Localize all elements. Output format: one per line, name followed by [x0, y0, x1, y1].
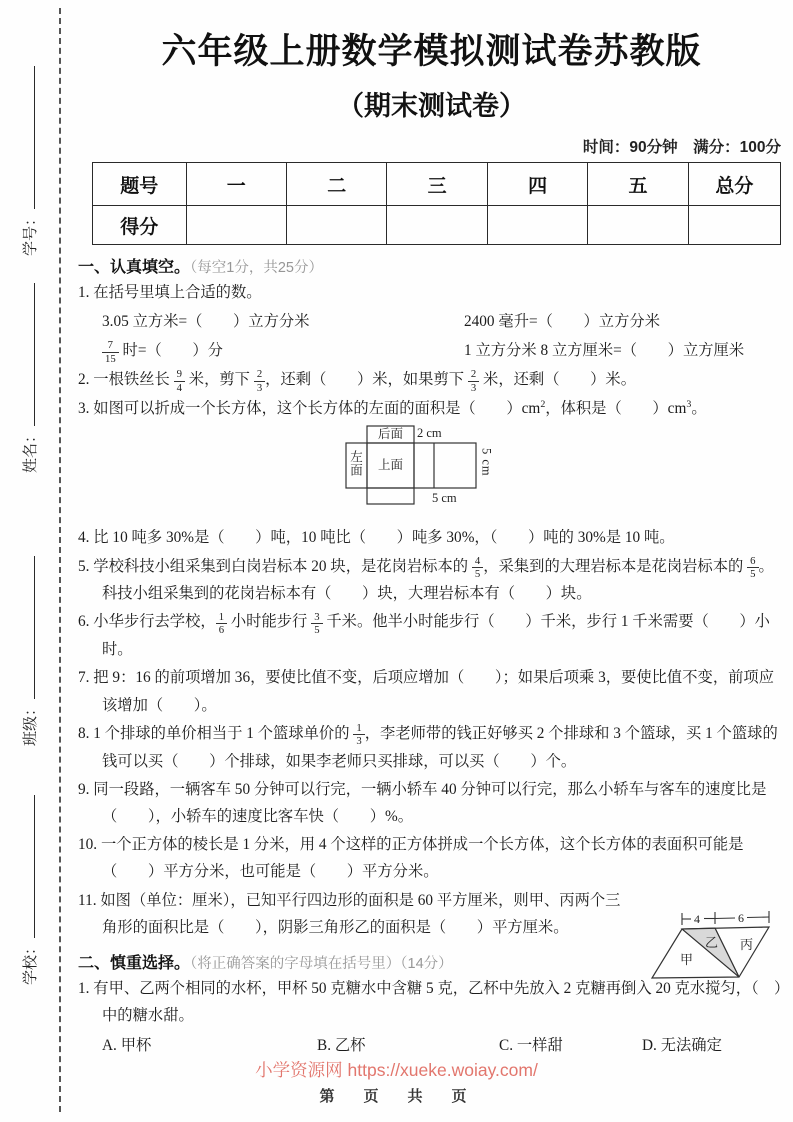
score-cell: [487, 206, 587, 245]
resource-site-link[interactable]: 小学资源网 https://xueke.woiay.com/: [255, 1060, 538, 1080]
score-header-1: 一: [186, 163, 286, 206]
net-back-face-label: 后面: [377, 427, 403, 442]
section1-heading: [78, 254, 785, 277]
fold-dashed-line: [59, 8, 61, 1112]
question-10: 10. 一个正方体的棱长是 1 分米，用 4 个这样的正方体拼成一个长方体，这个长方体的表面积可能是（ ）平方分米，也可能是（ ）平方分米。: [78, 836, 744, 881]
class-blank-line: [20, 556, 35, 699]
question-8: 8. 1 个排球的单价相当于 1 个篮球单价的 $\frac{1}{3}$ ，李老师带的钱正好够买 2 个排球和 3 个篮球，买 1 个篮球的钱可以买（ ）个排球，如果李老师只买排球，可以买（ ）个。: [78, 721, 778, 770]
net-top-face-label: 上面: [377, 458, 403, 473]
option-b: B. 乙杯: [317, 1036, 366, 1054]
question-11-block: [78, 887, 785, 973]
section2-question-1: 1. 有甲、乙两个相同的水杯，甲杯 50 克糖水中含糖 5 克，乙杯中先放入 2 克糖再倒入 20 克水搅匀，（ ）中的糖水甜。: [78, 980, 782, 1025]
name-field: [19, 283, 41, 473]
q1-blank-b1: $\frac{7}{15}$ 时=（ ）分: [102, 336, 464, 365]
student-id-label: 学号：: [23, 210, 39, 256]
score-header-4: 四: [487, 163, 587, 206]
option-d: D. 无法确定: [642, 1036, 722, 1054]
parallelogram-drawing: [647, 889, 779, 989]
name-label: 姓名：: [23, 427, 39, 473]
fraction: $\frac{1}{6}$: [216, 611, 227, 637]
question-11: 11. 如图（单位：厘米），已知平行四边形的面积是 60 平方厘米，则甲、丙两个三角形的面积比是（ ），阴影三角形乙的面积是（ ）平方厘米。: [78, 891, 621, 936]
section1-note: （每空1分，共25分）: [190, 260, 323, 276]
dim-4-label: 4: [694, 911, 700, 926]
class-field: [19, 556, 41, 746]
fraction: $\frac{7}{15}$: [102, 339, 119, 365]
score-header-5: 五: [588, 163, 688, 206]
section2-title: 二、慎重选择。: [78, 955, 191, 973]
fraction: $\frac{1}{3}$: [353, 722, 364, 748]
score-row-label: 得分: [93, 206, 187, 245]
fraction: $\frac{2}{3}$: [468, 368, 479, 394]
score-cell: [588, 206, 688, 245]
class-label: 班级：: [23, 700, 39, 746]
q1-blank-a2: 2400 毫升=（ ）立方分米: [463, 313, 660, 331]
option-a: A. 甲杯: [102, 1036, 152, 1054]
score-cell: [688, 206, 780, 245]
question-1: 1. 在括号里填上合适的数。: [78, 284, 262, 301]
net-dim-5cm-right: 5 cm: [479, 448, 494, 477]
score-table-score-row: [93, 206, 781, 245]
net-dim-2cm: 2 cm: [417, 426, 442, 441]
fraction: $\frac{9}{4}$: [174, 368, 185, 394]
score-cell: [186, 206, 286, 245]
dim-6-label: 6: [738, 910, 744, 925]
score-cell: [287, 206, 387, 245]
page-title: 六年级上册数学模拟测试卷苏教版: [161, 32, 702, 71]
question-9: 9. 同一段路，一辆客车 50 分钟可以行完，一辆小轿车 40 分钟可以行完，那么小轿车与客车的速度比是（ ），小轿车的速度比客车快（ ）%。: [78, 780, 767, 825]
parallelogram-figure: [647, 889, 779, 989]
fraction: $\frac{6}{5}$: [747, 555, 758, 581]
q1-blank-a1: 3.05 立方米=（ ）立方分米: [102, 313, 310, 331]
score-header-timuhao: 题号: [93, 163, 187, 206]
student-id-field: [19, 66, 41, 256]
page-footer: [0, 1057, 793, 1106]
school-field: [19, 795, 41, 985]
triangle-yi-label: 乙: [705, 934, 719, 950]
page-subtitle: （期末测试卷）: [337, 91, 526, 121]
question-2: 2. 一根铁丝长 $\frac{9}{4}$ 米，剪下 $\frac{2}{3}$ ，还剩（ ）米，如果剪下 $\frac{2}{3}$ 米，还剩（ ）米。: [78, 368, 637, 394]
fraction: $\frac{4}{5}$: [472, 555, 483, 581]
time-score-info: 时间：90分钟 满分：100分: [582, 139, 781, 156]
question-1-row-b: [78, 336, 785, 365]
question-7: 7. 把 9：16 的前项增加 36，要使比值不变，后项应增加（ ）；如果后项乘 3，要使比值不变，前项应该增加（ ）。: [78, 669, 775, 714]
triangle-bing-label: 丙: [740, 936, 754, 952]
section2-q1-options: [78, 1031, 785, 1060]
fraction: $\frac{2}{3}$: [254, 368, 265, 394]
score-table: [92, 162, 781, 245]
score-table-header-row: [93, 163, 781, 206]
q1-blank-b2: 1 立方分米 8 立方厘米=（ ）立方厘米: [463, 342, 745, 360]
score-header-total: 总分: [688, 163, 780, 206]
score-header-3: 三: [387, 163, 487, 206]
net-dim-5cm-bottom: 5 cm: [432, 491, 457, 506]
section2-note: （将正确答案的字母填在括号里）（14分）: [190, 956, 453, 973]
triangle-jia-label: 甲: [680, 951, 694, 967]
question-3: 3. 如图可以折成一个长方体，这个长方体的左面的面积是（ ）$cm^2$，体积是（ ）$cm^3$。: [78, 398, 707, 418]
box-net-figure: [344, 424, 514, 521]
name-blank-line: [20, 283, 35, 426]
question-6: 6. 小华步行去学校， $\frac{1}{6}$ 小时能步行 $\frac{3}{5}$ 千米。他半小时能步行（ ）千米，步行 1 千米需要（ ）小时。: [78, 610, 770, 659]
student-id-blank-line: [20, 66, 35, 209]
score-cell: [387, 206, 487, 245]
score-header-2: 二: [287, 163, 387, 206]
option-c: C. 一样甜: [499, 1036, 563, 1054]
school-label: 学校：: [23, 939, 39, 985]
question-4: 4. 比 10 吨多 30%是（ ）吨，10 吨比（ ）吨多 30%，（ ）吨的 30%是 10 吨。: [78, 529, 675, 547]
section1-title: 一、认真填空。: [78, 259, 191, 276]
question-1-row-a: [78, 307, 785, 336]
exam-content: [78, 0, 785, 1060]
fraction: $\frac{3}{5}$: [311, 611, 322, 637]
net-left-face-label: 左面: [348, 450, 363, 478]
school-blank-line: [20, 795, 35, 938]
question-5: 5. 学校科技小组采集到白岗岩标本 20 块，是花岗岩标本的 $\frac{4}{5}$ ，采集到的大理岩标本是花岗岩标本的 $\frac{6}{5}$ 。科技小组采集到的花岗岩标本有（ ）块，大理岩标本有（ ）块。: [78, 554, 774, 603]
page-number-line: 第 页 共 页: [319, 1088, 474, 1105]
